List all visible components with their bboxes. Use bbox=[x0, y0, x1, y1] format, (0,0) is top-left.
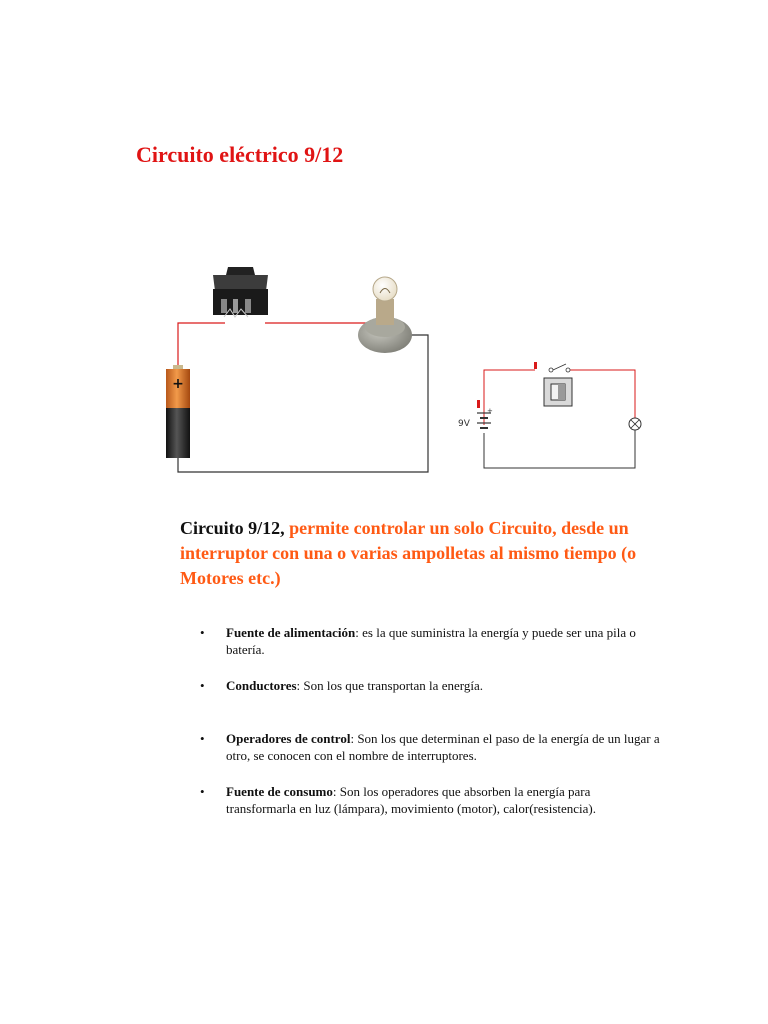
intro-paragraph bbox=[180, 516, 650, 591]
intro-text: permite controlar un solo Circuito, desde un interruptor con una o varias ampolletas al mismo tiempo (o Motores etc.) bbox=[180, 518, 637, 588]
term: Conductores bbox=[226, 678, 297, 693]
bullet-icon: • bbox=[200, 678, 205, 693]
list-item bbox=[200, 624, 660, 658]
bullet-icon: • bbox=[200, 784, 205, 799]
schematic-battery-icon bbox=[477, 400, 493, 428]
definition: : Son los que transportan la energía. bbox=[296, 678, 483, 693]
wire-black bbox=[178, 335, 428, 472]
definition: : Son los operadores que absorben la energía para transformarla en luz (lámpara), movimiento (motor), calor(resistencia). bbox=[226, 784, 596, 816]
svg-text:+: + bbox=[487, 407, 493, 415]
term: Fuente de consumo bbox=[226, 784, 333, 799]
schematic-lamp-icon bbox=[629, 418, 641, 430]
switch-icon bbox=[213, 267, 268, 317]
intro-lead: Circuito 9/12, bbox=[180, 518, 285, 538]
list-item bbox=[200, 783, 660, 817]
list-item bbox=[200, 677, 660, 694]
svg-text:+: + bbox=[172, 376, 184, 392]
battery-voltage-label: 9V bbox=[458, 419, 470, 429]
term: Operadores de control bbox=[226, 731, 351, 746]
wire-red bbox=[178, 323, 225, 368]
lamp-icon bbox=[358, 277, 412, 353]
circuit-schematic bbox=[450, 355, 650, 475]
definition: : es la que suministra la energía y puede ser una pila o batería. bbox=[226, 625, 636, 657]
schematic-switch-icon bbox=[534, 362, 572, 406]
battery-icon bbox=[166, 365, 190, 458]
bullet-icon: • bbox=[200, 731, 205, 746]
list-item bbox=[200, 730, 660, 764]
term: Fuente de alimentación bbox=[226, 625, 356, 640]
definition: : Son los que determinan el paso de la energía de un lugar a otro, se conocen con el nombre de interruptores. bbox=[226, 731, 660, 763]
bullet-icon: • bbox=[200, 625, 205, 640]
page-title: Circuito eléctrico 9/12 bbox=[136, 142, 344, 167]
circuit-illustration bbox=[155, 255, 455, 480]
